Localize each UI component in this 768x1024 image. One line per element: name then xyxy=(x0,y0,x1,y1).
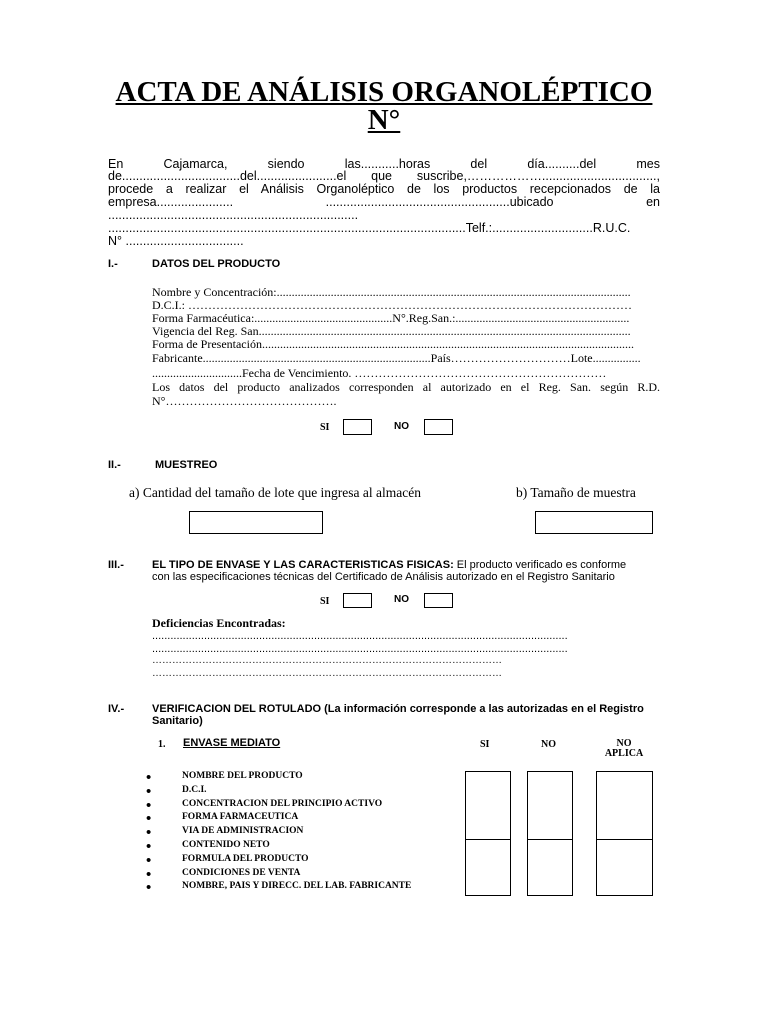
field-fabricante: Fabricante............................................................................País…………………………Lote................ xyxy=(152,351,641,365)
rotulado-si-checkbox[interactable] xyxy=(465,840,511,855)
rotulado-si-checkbox[interactable] xyxy=(465,853,511,868)
deficiencias-line-2: ........................................................................................................................................ xyxy=(152,643,568,655)
rotulado-no-checkbox[interactable] xyxy=(527,840,573,855)
rotulado-si-checkbox[interactable] xyxy=(465,826,511,841)
field-forma-farmaceutica: Forma Farmacéutica:..............................................N°.Reg.San.:.......................................................... xyxy=(152,311,630,325)
rotulado-na-checkbox[interactable] xyxy=(596,881,653,896)
section-1-no-label: NO xyxy=(394,421,409,432)
section-1-si-checkbox[interactable] xyxy=(343,419,372,435)
rotulado-na-checkbox[interactable] xyxy=(596,853,653,868)
rotulado-item-label: CONTENIDO NETO xyxy=(182,840,270,850)
rotulado-na-checkbox[interactable] xyxy=(596,798,653,813)
rotulado-no-checkbox[interactable] xyxy=(527,826,573,841)
field-vigencia: Vigencia del Reg. San............................................................................................................................ xyxy=(152,324,631,338)
sample-size-input[interactable] xyxy=(535,511,653,534)
rotulado-si-checkbox[interactable] xyxy=(465,881,511,896)
section-1-no-checkbox[interactable] xyxy=(424,419,453,435)
section-3-si-label: SI xyxy=(320,596,330,607)
rotulado-na-checkbox[interactable] xyxy=(596,784,653,799)
envase-mediato-number: 1. xyxy=(158,739,166,750)
rotulado-si-checkbox[interactable] xyxy=(465,867,511,882)
rotulado-no-checkbox[interactable] xyxy=(527,867,573,882)
muestreo-item-b: b) Tamaño de muestra xyxy=(516,485,636,500)
deficiencias-line-1: ........................................................................................................................................ xyxy=(152,630,568,642)
section-3-no-checkbox[interactable] xyxy=(424,593,453,608)
bullet-icon: • xyxy=(146,782,152,800)
intro-line-5: ........................................................................ xyxy=(108,208,359,222)
section-4-number: IV.- xyxy=(108,703,125,715)
bullet-icon: • xyxy=(146,769,152,786)
document-number: N° xyxy=(367,104,401,136)
bullet-icon: • xyxy=(146,865,152,883)
deficiencias-line-4: …………………………………………………………………………………………… xyxy=(152,668,502,679)
lote-quantity-input[interactable] xyxy=(189,511,323,534)
document-title: ACTA DE ANÁLISIS ORGANOLÉPTICO xyxy=(115,76,653,108)
section-3-si-checkbox[interactable] xyxy=(343,593,372,608)
rotulado-no-checkbox[interactable] xyxy=(527,784,573,799)
deficiencias-line-3: …………………………………………………………………………………………… xyxy=(152,655,502,666)
rotulado-item-label: D.C.I. xyxy=(182,784,207,795)
rotulado-no-checkbox[interactable] xyxy=(527,853,573,868)
section-2-number: II.- xyxy=(108,459,121,471)
rotulado-na-checkbox[interactable] xyxy=(596,812,653,827)
intro-line-2: de..................................del.......................el que suscribe,………………................................., xyxy=(108,169,660,183)
intro-line-6: .......................................................................................................Telf.:.............................R.U.C. xyxy=(108,221,631,235)
bullet-icon: • xyxy=(146,824,152,842)
bullet-icon: • xyxy=(146,838,152,855)
rotulado-no-checkbox[interactable] xyxy=(527,798,573,813)
bullet-icon: • xyxy=(146,879,152,897)
section-1-si-label: SI xyxy=(320,422,330,433)
statement-line-1: Los datos del producto analizados corresponden al autorizado en el Reg. San. según R.D. xyxy=(152,380,660,394)
statement-line-2: N°……………………………………. xyxy=(152,394,337,408)
rotulado-no-checkbox[interactable] xyxy=(527,812,573,827)
rotulado-si-checkbox[interactable] xyxy=(465,798,511,813)
rotulado-na-checkbox[interactable] xyxy=(596,867,653,882)
section-1-heading: DATOS DEL PRODUCTO xyxy=(152,258,281,270)
field-nombre-concentracion: Nombre y Concentración:...................................................................................................................... xyxy=(152,285,631,299)
section-3-number: III.- xyxy=(108,559,124,571)
bullet-icon: • xyxy=(146,851,152,869)
rotulado-na-checkbox[interactable] xyxy=(596,840,653,855)
rotulado-na-checkbox[interactable] xyxy=(596,826,653,841)
intro-line-7: N° .................................. xyxy=(108,234,244,248)
section-1-number: I.- xyxy=(108,258,118,270)
section-3-text-2: con las especificaciones técnicas del Certificado de Análisis autorizado en el Registro Sanitario xyxy=(152,571,615,583)
section-3-no-label: NO xyxy=(394,594,409,605)
rotulado-item-label: NOMBRE, PAIS Y DIRECC. DEL LAB. FABRICANTE xyxy=(182,881,412,892)
rotulado-item-label: CONDICIONES DE VENTA xyxy=(182,867,301,878)
column-si-header: SI xyxy=(480,739,490,750)
intro-line-3: procede a realizar el Análisis Organoléptico de los productos recepcionados de la xyxy=(108,182,660,196)
rotulado-si-checkbox[interactable] xyxy=(465,784,511,799)
column-na-header-2: APLICA xyxy=(604,748,644,759)
rotulado-item-label: VIA DE ADMINISTRACION xyxy=(182,826,304,837)
section-4-heading: VERIFICACION DEL ROTULADO (La información corresponde a las autorizadas en el Registro xyxy=(152,703,644,715)
muestreo-item-a: a) Cantidad del tamaño de lote que ingresa al almacén xyxy=(129,485,422,500)
section-2-heading: MUESTREO xyxy=(155,459,218,471)
rotulado-item-label: CONCENTRACION DEL PRINCIPIO ACTIVO xyxy=(182,798,383,809)
column-no-header: NO xyxy=(541,739,556,750)
section-4-heading-2: Sanitario) xyxy=(152,715,203,727)
rotulado-item-label: FORMA FARMACEUTICA xyxy=(182,812,299,823)
field-fecha-vencimiento: ..............................Fecha de Vencimiento. ……………………………………………………… xyxy=(152,366,607,380)
deficiencias-label: Deficiencias Encontradas: xyxy=(152,616,286,630)
field-dci: D.C.I.: ………………………………………………………………………………………………… xyxy=(152,298,632,312)
intro-line-1: En Cajamarca, siendo las...........horas del día..........del mes xyxy=(108,157,660,171)
intro-line-4: empresa...................... .....................................................ubicado en xyxy=(108,195,660,209)
field-forma-presentacion: Forma de Presentación............................................................................................................................ xyxy=(152,337,634,351)
rotulado-si-checkbox[interactable] xyxy=(465,812,511,827)
envase-mediato-heading: ENVASE MEDIATO xyxy=(183,737,281,749)
rotulado-no-checkbox[interactable] xyxy=(527,881,573,896)
section-3-heading: EL TIPO DE ENVASE Y LAS CARACTERISTICAS FISICAS: xyxy=(152,559,454,571)
rotulado-item-label: FORMULA DEL PRODUCTO xyxy=(182,853,309,864)
bullet-icon: • xyxy=(146,796,152,814)
section-3-text-1: El producto verificado es conforme xyxy=(453,559,627,571)
column-na-header-1: NO xyxy=(616,738,632,749)
rotulado-item-label: NOMBRE DEL PRODUCTO xyxy=(182,771,303,781)
bullet-icon: • xyxy=(146,810,152,828)
